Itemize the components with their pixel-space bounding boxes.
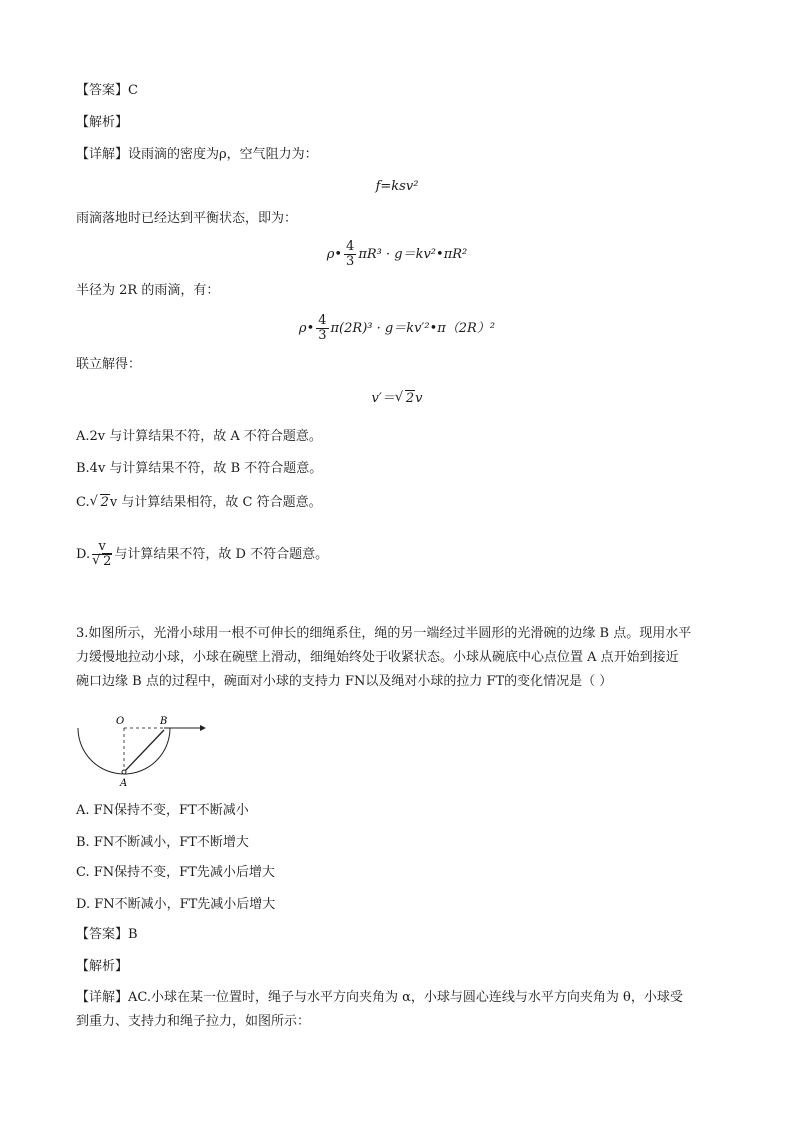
optc-rest: v 与计算结果相符，故 C 符合题意。 [109,495,322,510]
question-3-option-b: B. FN不断减小，FT不断增大 [76,835,249,850]
optd-prefix: D. [76,547,91,562]
eq1-rest: πR³ · g＝kv²•πR² [358,247,468,262]
optd-radicand: 2 [103,554,112,569]
question-3-line-2: 力缓慢地拉动小球，小球在碗壁上滑动，细绳始终处于收紧状态。小球从碗底中心点位置 A 点开始到接近 [76,650,679,665]
equation-drag-force: f=ksv² [375,179,419,194]
question-3-line-1: 3.如图所示，光滑小球用一根不可伸长的细绳系住，绳的另一端经过半圆形的光滑碗的边缘 B 点。现用水平 [76,626,692,641]
radius-2r-statement: 半径为 2R 的雨滴，有： [76,283,220,298]
option-d-analysis [76,540,328,569]
optd-den [92,555,112,569]
answer-value-2: B [128,927,138,942]
equation-balance-2r [0,314,794,343]
eq2-num: 4 [318,313,327,328]
answer-line-1 [76,82,138,100]
option-a-analysis: A.2v 与计算结果不符，故 A 不符合题意。 [76,429,322,444]
eq3-sqrt [395,390,415,408]
analysis-heading-2: 【解析】 [76,959,129,974]
answer-line-2 [76,926,138,944]
answer-value: C [128,83,138,98]
eq1-num: 4 [346,239,355,254]
eq1-fraction [344,240,356,269]
optd-rest: 与计算结果不符，故 D 不符合题意。 [114,547,329,562]
rope-line [124,730,164,772]
answer-label: 【答案】 [76,83,129,98]
equation-balance-r [0,240,794,269]
question-3-option-c: C. FN保持不变，FT先减小后增大 [76,865,275,880]
optc-sqrt [90,494,110,512]
question-3-stem [76,622,726,694]
eq1-left: ρ• [326,247,343,262]
eq3-radicand: 2 [405,391,415,406]
question-3-option-d: D. FN不断减小，FT先减小后增大 [76,897,276,912]
question-3-option-a: A. FN保持不变，FT不断减小 [76,803,249,818]
detail-2-line-1: 【详解】AC.小球在某一位置时，绳子与水平方向夹角为 α，小球与圆心连线与水平方向夹角为 θ，小球受 [76,990,683,1005]
eq2-fraction [316,314,328,343]
ball-icon [122,770,126,774]
eq2-left: ρ• [298,321,315,336]
eq2-rest: π(2R)³ · g＝kv′²•π（2R）² [330,321,496,336]
eq2-den: 3 [318,328,327,343]
arrow-head-icon [200,725,206,731]
detail-2-line-2: 到重力、支持力和绳子拉力，如图所示： [76,1014,311,1029]
solve-statement: 联立解得： [76,357,142,372]
optd-fraction [92,540,112,569]
balance-statement: 雨滴落地时已经达到平衡状态，即为： [76,211,298,226]
detail-line-1: 【详解】设雨滴的密度为ρ，空气阻力为： [76,147,318,162]
equation-result [0,390,794,408]
option-c-analysis [76,494,322,512]
bowl-diagram [74,714,208,790]
optc-radicand: 2 [100,495,109,510]
answer-label-2: 【答案】 [76,927,129,942]
optd-num: v [92,540,112,555]
question-3-line-3: 碗口边缘 B 点的过程中，碗面对小球的支持力 FN以及绳对小球的拉力 FT的变化情况是（ ） [76,674,613,689]
optd-sqrt [92,555,112,569]
eq3-left: v′＝ [371,391,395,406]
label-o: O [116,716,125,727]
eq3-right: v [415,391,423,406]
label-a: A [120,778,128,789]
eq1-den: 3 [346,254,355,269]
optc-prefix: C. [76,495,90,510]
label-b: B [160,716,168,727]
option-b-analysis: B.4v 与计算结果不符，故 B 不符合题意。 [76,461,323,476]
detail-paragraph-2 [76,986,726,1034]
analysis-heading-1: 【解析】 [76,115,129,130]
